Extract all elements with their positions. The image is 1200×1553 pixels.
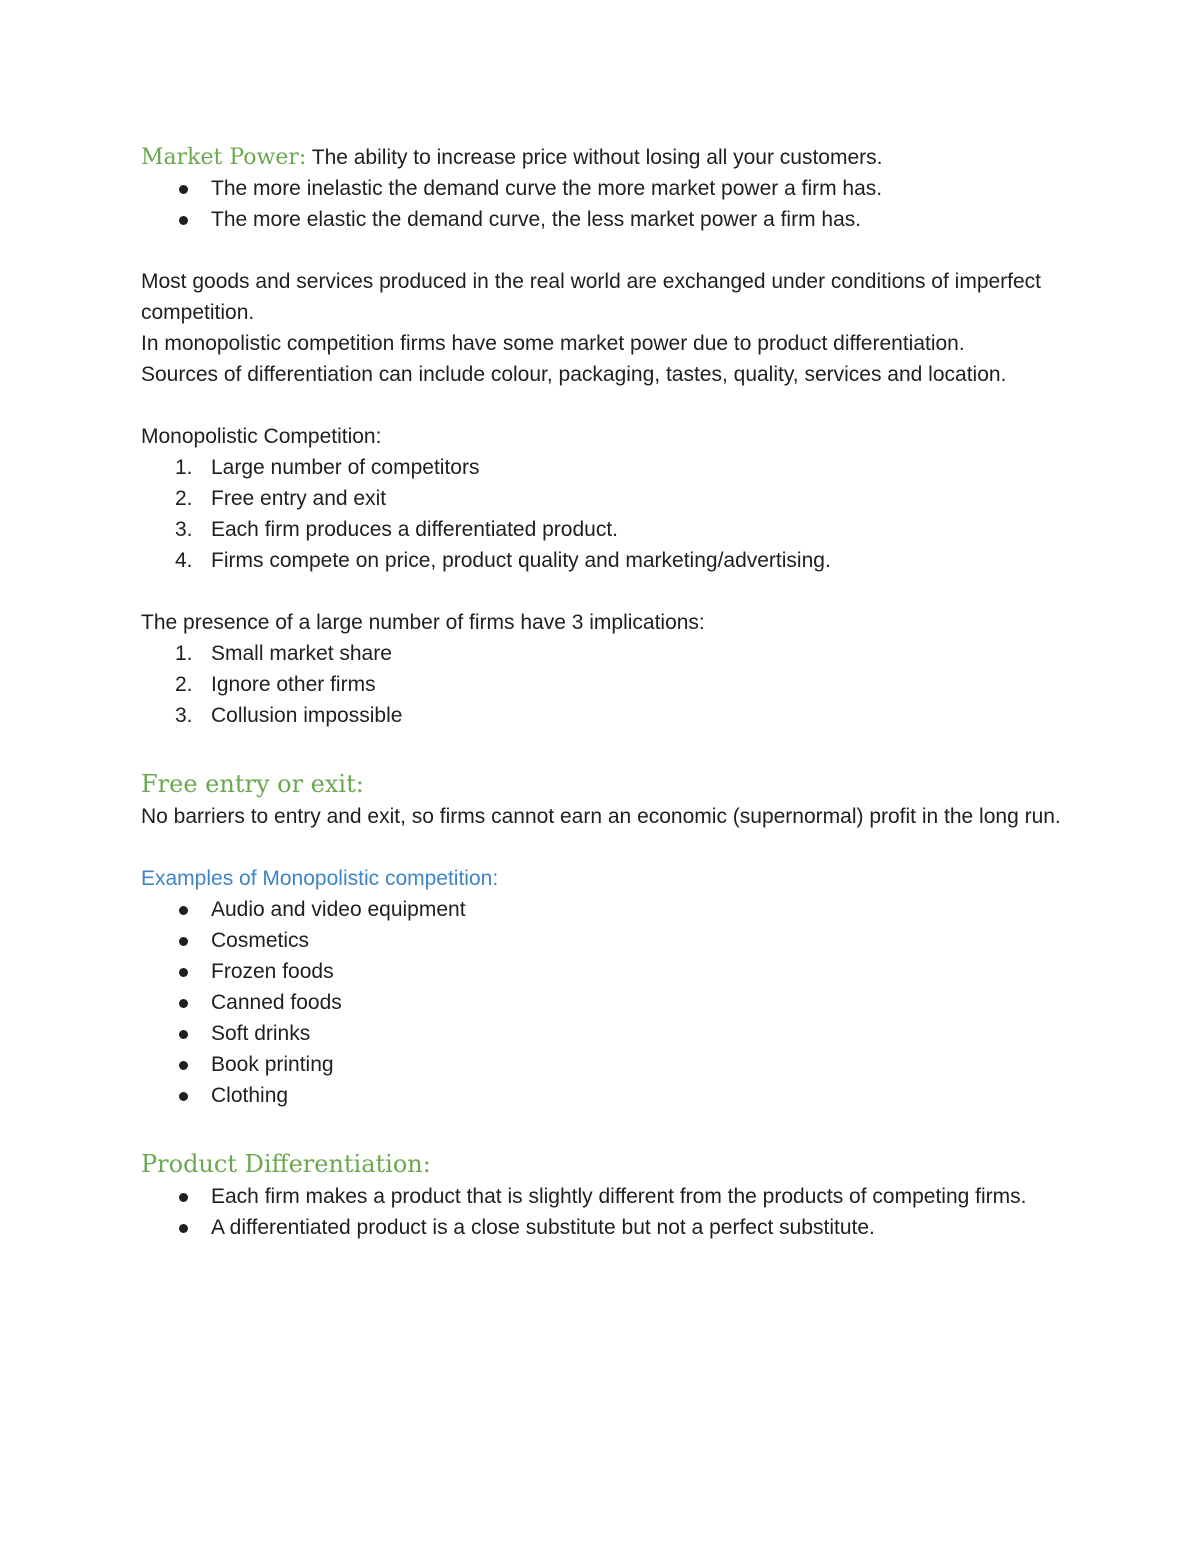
list-item bbox=[141, 173, 1061, 204]
list-item-text: Ignore other firms bbox=[211, 673, 376, 696]
spacer bbox=[141, 832, 1061, 863]
spacer bbox=[141, 235, 1061, 266]
list-number: 3. bbox=[175, 704, 193, 727]
list-number: 1. bbox=[175, 642, 193, 665]
list-item-text: Canned foods bbox=[211, 991, 342, 1014]
spacer bbox=[141, 390, 1061, 421]
list-item-text: The more elastic the demand curve, the less market power a firm has. bbox=[211, 208, 862, 231]
implications-list bbox=[141, 638, 1061, 731]
bullet-icon bbox=[179, 185, 188, 194]
list-item-text: Small market share bbox=[211, 642, 392, 665]
bullet-icon bbox=[179, 216, 188, 225]
bullet-icon bbox=[179, 1092, 188, 1101]
monopolistic-competition-heading: Monopolistic Competition: bbox=[141, 425, 382, 448]
monopolistic-competition-list bbox=[141, 452, 1061, 576]
spacer bbox=[141, 576, 1061, 607]
market-power-definition: The ability to increase price without losing all your customers. bbox=[306, 146, 883, 169]
list-item-text: Each firm produces a differentiated product. bbox=[211, 518, 619, 541]
spacer bbox=[141, 731, 1061, 767]
list-item-text: The more inelastic the demand curve the more market power a firm has. bbox=[211, 177, 883, 200]
list-item-text: Book printing bbox=[211, 1053, 334, 1076]
bullet-icon bbox=[179, 1224, 188, 1233]
list-item bbox=[141, 1212, 1061, 1243]
bullet-icon bbox=[179, 968, 188, 977]
list-item-text: Cosmetics bbox=[211, 929, 310, 952]
list-item-text: Frozen foods bbox=[211, 960, 334, 983]
list-item-text: Firms compete on price, product quality and marketing/advertising. bbox=[211, 549, 831, 572]
list-item-text: Soft drinks bbox=[211, 1022, 311, 1045]
paragraph-sources: Sources of differentiation can include colour, packaging, tastes, quality, services and location. bbox=[141, 363, 1007, 386]
list-item bbox=[141, 204, 1061, 235]
list-number: 4. bbox=[175, 549, 193, 572]
bullet-icon bbox=[179, 1030, 188, 1039]
bullet-icon bbox=[179, 937, 188, 946]
list-item bbox=[141, 514, 1061, 545]
document-page bbox=[141, 142, 1061, 1243]
list-item-text: Audio and video equipment bbox=[211, 898, 466, 921]
list-item bbox=[141, 987, 1061, 1018]
paragraph-imperfect-competition: Most goods and services produced in the real world are exchanged under conditions of imperfect competition. bbox=[141, 270, 1042, 324]
examples-heading: Examples of Monopolistic competition: bbox=[141, 867, 499, 890]
implications-heading: The presence of a large number of firms have 3 implications: bbox=[141, 611, 705, 634]
list-item-text: Each firm makes a product that is slightly different from the products of competing firms. bbox=[211, 1185, 1027, 1208]
market-power-line bbox=[141, 142, 1061, 173]
list-item bbox=[141, 894, 1061, 925]
bullet-icon bbox=[179, 906, 188, 915]
bullet-icon bbox=[179, 999, 188, 1008]
free-entry-text: No barriers to entry and exit, so firms cannot earn an economic (supernormal) profit in the long run. bbox=[141, 805, 1061, 828]
list-number: 1. bbox=[175, 456, 193, 479]
list-item bbox=[141, 452, 1061, 483]
list-item-text: Collusion impossible bbox=[211, 704, 403, 727]
list-item bbox=[141, 1018, 1061, 1049]
list-number: 3. bbox=[175, 518, 193, 541]
product-differentiation-heading: Product Differentiation: bbox=[141, 1150, 431, 1178]
list-item bbox=[141, 1181, 1061, 1212]
list-item-text: Clothing bbox=[211, 1084, 289, 1107]
market-power-list bbox=[141, 173, 1061, 235]
list-item-text: Large number of competitors bbox=[211, 456, 480, 479]
list-item bbox=[141, 956, 1061, 987]
list-item bbox=[141, 638, 1061, 669]
list-item-text: A differentiated product is a close substitute but not a perfect substitute. bbox=[211, 1216, 875, 1239]
list-number: 2. bbox=[175, 487, 193, 510]
paragraph-market-power: In monopolistic competition firms have some market power due to product differentiation. bbox=[141, 332, 965, 355]
product-differentiation-list bbox=[141, 1181, 1061, 1243]
list-item bbox=[141, 1080, 1061, 1111]
list-item bbox=[141, 925, 1061, 956]
examples-list bbox=[141, 894, 1061, 1111]
list-item bbox=[141, 545, 1061, 576]
market-power-heading: Market Power: bbox=[141, 145, 307, 170]
spacer bbox=[141, 1111, 1061, 1147]
list-item-text: Free entry and exit bbox=[211, 487, 387, 510]
list-item bbox=[141, 1049, 1061, 1080]
list-item bbox=[141, 700, 1061, 731]
bullet-icon bbox=[179, 1193, 188, 1202]
bullet-icon bbox=[179, 1061, 188, 1070]
list-item bbox=[141, 669, 1061, 700]
list-item bbox=[141, 483, 1061, 514]
list-number: 2. bbox=[175, 673, 193, 696]
free-entry-heading: Free entry or exit: bbox=[141, 770, 364, 798]
